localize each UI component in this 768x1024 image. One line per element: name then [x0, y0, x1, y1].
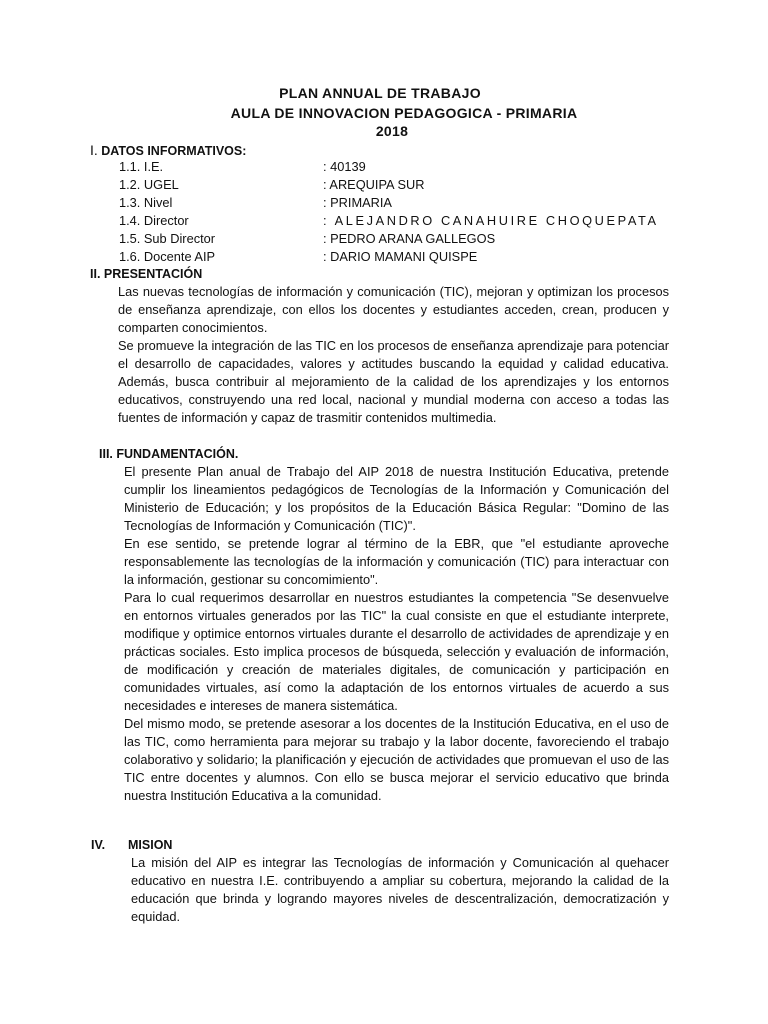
paragraph: El presente Plan anual de Trabajo del AIP 2018 de nuestra Institución Educativa, pretende cumplir los lineamientos pedagógicos de Tecnologías de la Información y Comunicación del Ministerio de Educación; y los propósitos de la Educación Básica Regular: "Domino de las Tecnologías de Información y Comunicación (TIC)". — [124, 464, 669, 533]
section-1-number: I. — [90, 142, 98, 158]
paragraph: Las nuevas tecnologías de información y comunicación (TIC), mejoran y optimizan los procesos de enseñanza aprendizaje, con ellos los docentes y estudiantes acceden, crean, producen y comparten conocimientos. — [118, 284, 669, 335]
info-row-nivel — [119, 194, 719, 212]
info-row-ugel — [119, 176, 719, 194]
paragraph: En ese sentido, se pretende lograr al término de la EBR, que "el estudiante aproveche responsablemente las tecnologías de la información y comunicación (TIC) para interactuar con la información, gestionar su concomimiento". — [124, 536, 669, 587]
document-title: PLAN ANNUAL DE TRABAJO — [279, 85, 481, 101]
paragraph: Del mismo modo, se pretende asesorar a los docentes de la Institución Educativa, en el uso de las TIC, como herramienta para mejorar su trabajo y la labor docente, favoreciendo el trabajo colaborativo y solidario; la planificación y ejecución de actividades que promuevan el uso de las TIC entre docentes y alumnos. Con ello se busca mejorar el servicio educativo que brinda nuestra Institución Educativa a la comunidad. — [124, 716, 669, 803]
section-4-heading — [91, 836, 173, 854]
info-label: 1.2. UGEL — [119, 177, 179, 192]
section-4-title: MISION — [128, 838, 173, 852]
info-row-director — [119, 212, 719, 230]
info-label: 1.4. Director — [119, 213, 189, 228]
info-row-sub-director — [119, 230, 719, 248]
info-label: 1.6. Docente AIP — [119, 249, 216, 264]
info-value: : ALEJANDRO CANAHUIRE CHOQUEPATA — [323, 213, 659, 228]
document-subtitle: AULA DE INNOVACION PEDAGOGICA - PRIMARIA — [230, 105, 578, 121]
section-2-heading: II. PRESENTACIÓN — [90, 267, 203, 281]
section-1-title: DATOS INFORMATIVOS: — [101, 144, 247, 158]
info-row-ie — [119, 158, 719, 176]
info-value: : DARIO MAMANI QUISPE — [323, 249, 478, 264]
paragraph: Se promueve la integración de las TIC en los procesos de enseñanza aprendizaje para potenciar el desarrollo de capacidades, valores y actitudes buscando la equidad y calidad educativa. Además, busca contribuir al mejoramiento de la calidad de los aprendizajes y los entornos educativos, construyendo una red local, nacional y mundial moderna con acceso a todas las fuentes de información y capaz de trasmitir contenidos multimedia. — [118, 338, 669, 425]
document-year: 2018 — [375, 123, 409, 139]
section-4-body — [131, 854, 669, 926]
section-4-number: IV. — [91, 838, 106, 852]
section-2-body — [118, 283, 669, 427]
info-label: 1.3. Nivel — [119, 195, 173, 210]
paragraph: Para lo cual requerimos desarrollar en nuestros estudiantes la competencia "Se desenvuelve en entornos virtuales generados por las TIC" la cual consiste en que el estudiante interprete, modifique y optimice entornos virtuales durante el desarrollo de actividades de aprendizaje y en prácticas sociales. Esto implica procesos de búsqueda, selección y evaluación de información, de modificación y creación de materiales digitales, de comunicación y participación en comunidades virtuales, así como la adaptación de los entornos virtuales de acuerdo a sus necesidades e intereses de manera sistemática. — [124, 590, 669, 713]
info-value: : 40139 — [323, 159, 366, 174]
info-value: : PEDRO ARANA GALLEGOS — [323, 231, 496, 246]
section-3-heading: III. FUNDAMENTACIÓN. — [99, 447, 239, 461]
info-label: 1.1. I.E. — [119, 159, 164, 174]
paragraph: La misión del AIP es integrar las Tecnologías de información y Comunicación al quehacer educativo en nuestra I.E. contribuyendo a ampliar su cobertura, mejorando la calidad de la educación que brinda y logrando mayores niveles de descentralización, democratización y equidad. — [131, 855, 669, 924]
info-row-docente-aip — [119, 248, 719, 266]
info-value: : PRIMARIA — [323, 195, 392, 210]
info-value: : AREQUIPA SUR — [323, 177, 425, 192]
info-label: 1.5. Sub Director — [119, 231, 216, 246]
section-3-body — [124, 463, 669, 805]
